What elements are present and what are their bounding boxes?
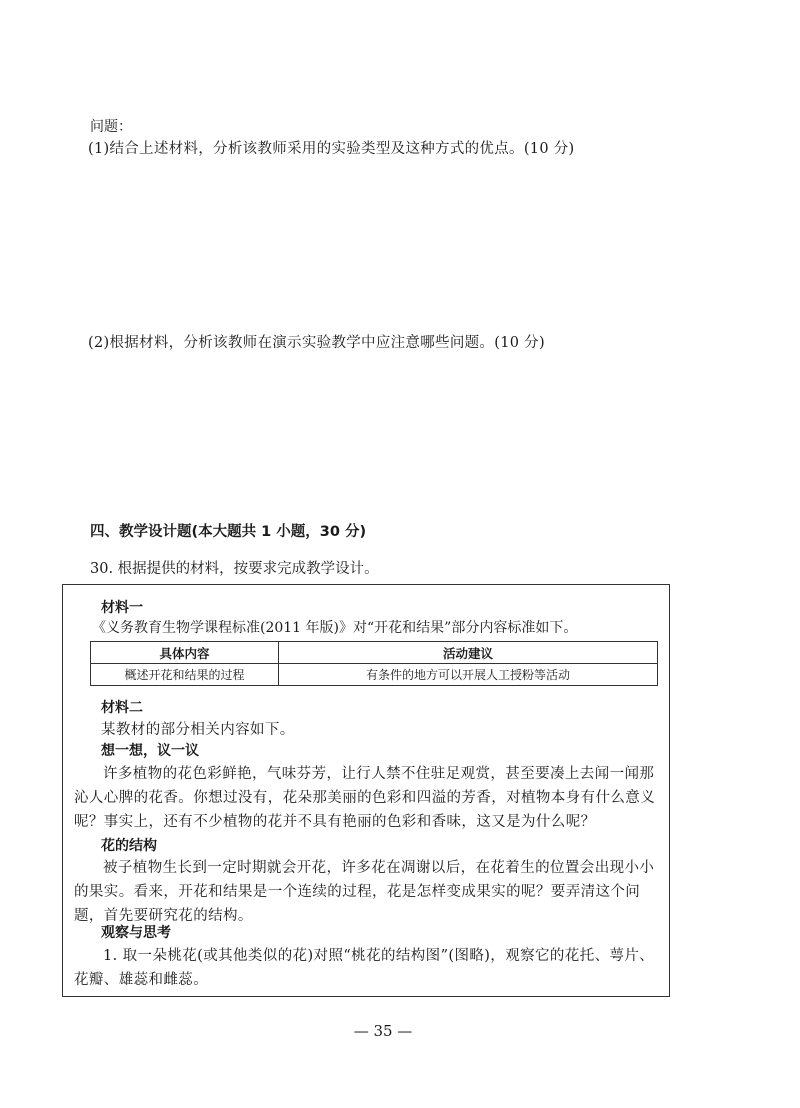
think-heading: 想一想，议一议 [101,743,199,759]
table-row [91,664,658,686]
material-2-heading: 材料二 [101,700,143,716]
table-cell: 概述开花和结果的过程 [91,664,279,686]
section-heading: 四、教学设计题(本大题共 1 小题，30 分) [90,524,367,540]
observe-paragraph: 1. 取一朵桃花(或其他类似的花)对照“桃花的结构图”(图略)，观察它的花托、萼片、花瓣、雄蕊和雌蕊。 [74,948,655,988]
structure-paragraph: 被子植物生长到一定时期就会开花，许多花在凋谢以后，在花着生的位置会出现小小的果实。看来，开花和结果是一个连续的过程，花是怎样变成果实的呢？要弄清这个问题，首先要研究花的结构。 [74,860,655,924]
table-header-row [91,642,658,664]
question-2: (2)根据材料，分析该教师在演示实验教学中应注意哪些问题。(10 分) [88,335,545,351]
questions-label: 问题： [90,119,132,135]
material-1-heading: 材料一 [101,600,143,616]
table-header-cell: 具体内容 [91,642,279,664]
table-cell: 有条件的地方可以开展人工授粉等活动 [279,664,658,686]
material-1-intro: 《义务教育生物学课程标准(2011 年版)》对“开花和结果”部分内容标准如下。 [92,620,578,636]
structure-heading: 花的结构 [101,838,157,854]
table-header-cell: 活动建议 [279,642,658,664]
think-paragraph: 许多植物的花色彩鲜艳，气味芬芳，让行人禁不住驻足观赏，甚至要凑上去闻一闻那沁人心脾的花香。你想过没有，花朵那美丽的色彩和四溢的芳香，对植物本身有什么意义呢？事实上，还有不少植物的花并不具有艳丽的色彩和香味，这又是为什么呢？ [74,766,656,830]
question-30: 30. 根据提供的材料，按要求完成教学设计。 [90,561,379,577]
material-2-intro: 某教材的部分相关内容如下。 [101,722,295,738]
page-number: — 35 — [353,1022,413,1040]
question-1: (1)结合上述材料，分析该教师采用的实验类型及这种方式的优点。(10 分) [88,141,575,157]
standard-table [90,641,658,686]
observe-heading: 观察与思考 [101,925,171,941]
